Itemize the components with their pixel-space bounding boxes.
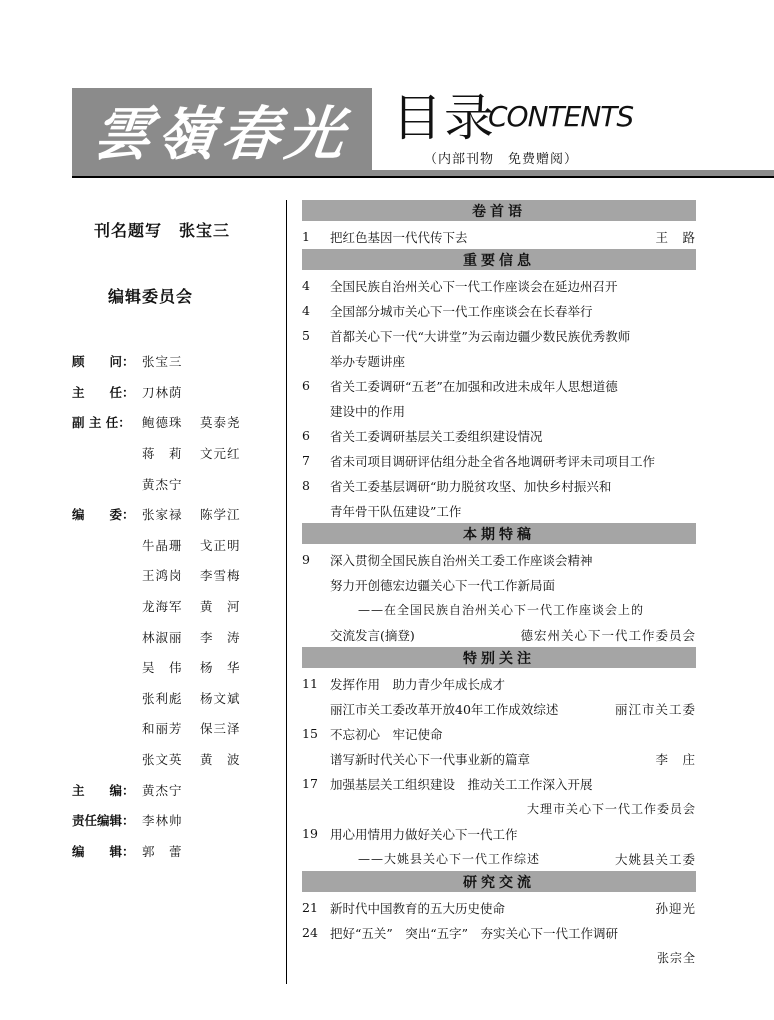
entry-title: 深入贯彻全国民族自治州关工委工作座谈会精神 — [330, 552, 593, 568]
staff-row — [72, 744, 282, 775]
entry-title: 努力开创德宏边疆关心下一代工作新局面 — [330, 577, 556, 593]
entry-title: 省关工委调研基层关工委组织建设情况 — [330, 428, 543, 444]
page-number: 1 — [302, 229, 310, 244]
staff-row — [72, 499, 282, 530]
contents-title-cn: 目录 — [392, 89, 496, 147]
staff-names — [142, 781, 200, 799]
entry-title: 举办专题讲座 — [330, 353, 406, 369]
toc-entry[interactable] — [302, 473, 696, 523]
toc-entry[interactable] — [302, 373, 696, 423]
entry-title: 建设中的作用 — [330, 403, 406, 419]
toc-line — [302, 597, 696, 622]
entry-subtitle: ——大姚县关心下一代工作综述 — [358, 852, 541, 866]
toc-entry[interactable] — [302, 920, 696, 970]
page-number: 15 — [302, 726, 318, 741]
entry-author: 德宏州关心下一代工作委员会 — [520, 627, 696, 643]
staff-name: 鲍德珠 — [142, 415, 183, 431]
toc-line — [302, 771, 696, 796]
staff-names — [142, 413, 258, 431]
toc-entry[interactable] — [302, 273, 696, 298]
toc-line — [302, 622, 696, 647]
editorial-board-heading: 编辑委员会 — [108, 287, 194, 306]
entry-title: 省关工委基层调研“助力脱贫攻坚、加快乡村振兴和 — [330, 478, 612, 494]
staff-names — [142, 383, 200, 401]
toc-line — [302, 473, 696, 498]
section-heading: 重要信息 — [302, 249, 696, 270]
staff-row — [72, 805, 282, 836]
toc-line — [302, 945, 696, 970]
entry-title: 把好“五关” 突出“五字” 夯实关心下一代工作调研 — [330, 925, 619, 941]
toc-line — [302, 821, 696, 846]
staff-name: 张利彪 — [142, 690, 183, 706]
staff-name: 张宝三 — [142, 354, 183, 370]
toc-line — [302, 796, 696, 821]
staff-name: 文元红 — [200, 446, 241, 462]
toc-entry[interactable] — [302, 448, 696, 473]
staff-name: 李林帅 — [142, 813, 183, 829]
staff-role: 编 辑： — [72, 843, 135, 859]
toc-line — [302, 224, 696, 249]
page-number: 5 — [302, 328, 310, 343]
staff-name: 莫泰尧 — [200, 415, 241, 431]
staff-row — [72, 652, 282, 683]
staff-names — [142, 597, 258, 615]
column-divider — [286, 200, 287, 984]
staff-name: 林淑丽 — [142, 629, 183, 645]
entry-title: 全国部分城市关心下一代工作座谈会在长春举行 — [330, 303, 593, 319]
masthead-logo — [72, 88, 372, 170]
staff-names — [142, 842, 200, 860]
staff-row — [72, 621, 282, 652]
entry-title: 加强基层关工组织建设 推动关工工作深入开展 — [330, 776, 593, 792]
page-number: 4 — [302, 303, 310, 318]
toc-line — [302, 895, 696, 920]
entry-author: 大姚县关工委 — [614, 851, 696, 867]
staff-row — [72, 407, 282, 438]
entry-title: 交流发言(摘登) — [330, 627, 415, 643]
entry-title: 省未司项目调研评估组分赴全省各地调研考评未司项目工作 — [330, 453, 656, 469]
toc-line — [302, 547, 696, 572]
entry-author: 孙迎光 — [655, 900, 696, 916]
entry-title: 首都关心下一代“大讲堂”为云南边疆少数民族优秀教师 — [330, 328, 631, 344]
staff-name: 陈学江 — [200, 507, 241, 523]
toc-line — [302, 298, 696, 323]
staff-row — [72, 530, 282, 561]
page-number: 6 — [302, 378, 310, 393]
staff-row — [72, 560, 282, 591]
toc-line — [302, 696, 696, 721]
section-heading: 特别关注 — [302, 647, 696, 668]
entry-title: 谱写新时代关心下一代事业新的篇章 — [330, 751, 531, 767]
staff-name: 牛晶珊 — [142, 537, 183, 553]
toc-entry[interactable] — [302, 298, 696, 323]
staff-row — [72, 591, 282, 622]
header-rule-thin — [72, 176, 774, 178]
publication-note: （内部刊物 免费赠阅） — [424, 152, 579, 167]
toc-line — [302, 920, 696, 945]
staff-names — [142, 475, 200, 493]
page-number: 11 — [302, 676, 318, 691]
page-number: 6 — [302, 428, 310, 443]
staff-names — [142, 689, 258, 707]
page-number: 7 — [302, 453, 310, 468]
section-heading: 本期特稿 — [302, 523, 696, 544]
staff-names — [142, 750, 258, 768]
staff-row — [72, 377, 282, 408]
entry-title: 不忘初心 牢记使命 — [330, 726, 443, 742]
staff-names — [142, 536, 258, 554]
toc-line — [302, 348, 696, 373]
toc-line — [302, 498, 696, 523]
section-heading: 卷首语 — [302, 200, 696, 221]
entry-title: 发挥作用 助力青少年成长成才 — [330, 676, 506, 692]
page-number: 8 — [302, 478, 310, 493]
entry-author: 李 庄 — [655, 751, 696, 767]
calligraphy-credit: 刊名题写 张宝三 — [94, 221, 231, 240]
staff-name: 龙海军 — [142, 599, 183, 615]
staff-name: 郭 蕾 — [142, 843, 183, 859]
page-number: 4 — [302, 278, 310, 293]
staff-row — [72, 683, 282, 714]
toc-entry[interactable] — [302, 547, 696, 647]
toc-line — [302, 448, 696, 473]
toc-line — [302, 423, 696, 448]
staff-names — [142, 444, 258, 462]
staff-row — [72, 346, 282, 377]
toc-line — [302, 721, 696, 746]
staff-name: 蒋 莉 — [142, 446, 183, 462]
toc-line — [302, 373, 696, 398]
toc-line — [302, 671, 696, 696]
staff-role: 主 任： — [72, 384, 135, 400]
staff-row — [72, 774, 282, 805]
entry-author: 丽江市关工委 — [614, 701, 696, 717]
staff-names — [142, 352, 200, 370]
toc-line — [302, 846, 696, 871]
staff-role: 责任编辑： — [72, 813, 135, 829]
entry-author: 大理市关心下一代工作委员会 — [526, 802, 696, 816]
staff-name: 戈正明 — [200, 537, 241, 553]
staff-role: 副 主 任： — [72, 415, 131, 431]
entry-title: 全国民族自治州关心下一代工作座谈会在延边州召开 — [330, 278, 618, 294]
staff-name: 杨 华 — [200, 660, 241, 676]
page-number: 24 — [302, 925, 318, 940]
page-number: 21 — [302, 900, 318, 915]
staff-name: 黄杰宁 — [142, 476, 183, 492]
page-number: 17 — [302, 776, 318, 791]
staff-role: 顾 问： — [72, 354, 135, 370]
entry-title: 青年骨干队伍建设”工作 — [330, 503, 462, 519]
entry-author: 王 路 — [655, 229, 696, 245]
toc-entry[interactable] — [302, 895, 696, 920]
entry-author: 张宗全 — [656, 951, 696, 965]
page-number: 9 — [302, 552, 310, 567]
staff-row — [72, 438, 282, 469]
staff-role: 主 编： — [72, 782, 135, 798]
staff-names — [142, 505, 258, 523]
table-of-contents — [302, 200, 696, 970]
staff-name: 吴 伟 — [142, 660, 183, 676]
entry-title: 新时代中国教育的五大历史使命 — [330, 900, 506, 916]
contents-title-en: CONTENTS — [488, 100, 634, 133]
staff-row — [72, 468, 282, 499]
staff-names — [142, 628, 258, 646]
toc-line — [302, 323, 696, 348]
toc-line — [302, 273, 696, 298]
staff-names — [142, 719, 258, 737]
staff-role: 编 委： — [72, 507, 135, 523]
entry-title: 丽江市关工委改革开放40年工作成效综述 — [330, 701, 559, 717]
toc-entry[interactable] — [302, 323, 696, 373]
toc-entry[interactable] — [302, 821, 696, 871]
entry-subtitle: ——在全国民族自治州关心下一代工作座谈会上的 — [358, 603, 645, 617]
staff-row — [72, 713, 282, 744]
toc-entry[interactable] — [302, 671, 696, 721]
staff-name: 保三泽 — [200, 721, 241, 737]
staff-list — [72, 346, 282, 866]
section-heading: 研究交流 — [302, 871, 696, 892]
toc-line — [302, 398, 696, 423]
page-number: 19 — [302, 826, 318, 841]
toc-line — [302, 572, 696, 597]
entry-title: 用心用情用力做好关心下一代工作 — [330, 826, 518, 842]
staff-names — [142, 811, 200, 829]
toc-entry[interactable] — [302, 423, 696, 448]
masthead-logo-text: 雲嶺春光 — [89, 100, 354, 168]
staff-name: 李雪梅 — [200, 568, 241, 584]
toc-entry[interactable] — [302, 771, 696, 821]
staff-name: 黄 河 — [200, 599, 241, 615]
staff-row — [72, 836, 282, 867]
toc-entry[interactable] — [302, 224, 696, 249]
toc-line — [302, 746, 696, 771]
staff-names — [142, 566, 258, 584]
entry-title: 把红色基因一代代传下去 — [330, 229, 468, 245]
staff-name: 和丽芳 — [142, 721, 183, 737]
staff-name: 张家禄 — [142, 507, 183, 523]
staff-name: 黄杰宁 — [142, 782, 183, 798]
staff-name: 黄 波 — [200, 752, 241, 768]
staff-names — [142, 658, 258, 676]
staff-name: 王鸿岗 — [142, 568, 183, 584]
staff-name: 杨文斌 — [200, 690, 241, 706]
staff-name: 张文英 — [142, 752, 183, 768]
entry-title: 省关工委调研“五老”在加强和改进未成年人思想道德 — [330, 378, 618, 394]
staff-name: 李 涛 — [200, 629, 241, 645]
toc-entry[interactable] — [302, 721, 696, 771]
staff-name: 刀林荫 — [142, 384, 183, 400]
